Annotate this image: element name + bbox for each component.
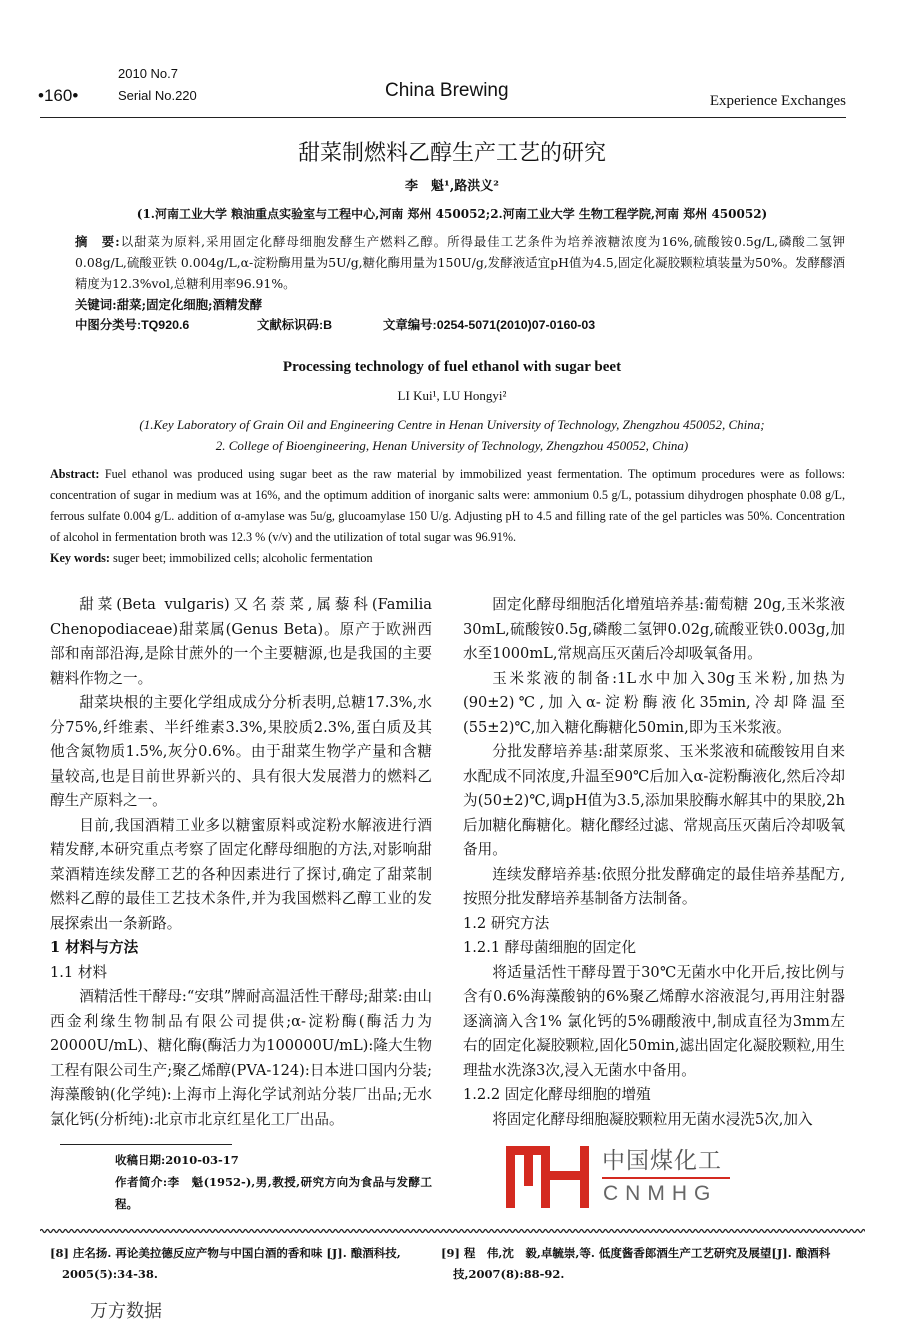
class-value: TQ920.6	[141, 318, 190, 332]
body	[50, 593, 845, 1323]
keywords-cn	[75, 294, 845, 315]
english-title: Processing technology of fuel ethanol with sugar beet	[282, 359, 622, 375]
paragraph: 将固定化酵母细胞凝胶颗粒用无菌水浸洗5次,加入	[492, 1110, 813, 1128]
doc-code-value: B	[323, 318, 333, 332]
class-label: 中图分类号:	[75, 318, 142, 332]
section-heading: 1 材料与方法	[50, 939, 139, 956]
wavy-divider	[40, 1227, 865, 1235]
watermark-logo	[506, 1146, 766, 1211]
affiliation-cn: (1.河南工业大学 粮油重点实验室与工程中心,河南 郑州 450052;2.河南工业大学 生物工程学院,河南 郑州 450052)	[136, 207, 768, 221]
doc-code-label: 文献标识码:	[257, 318, 324, 332]
paragraph: 分批发酵培养基:甜菜原浆、玉米浆液和硫酸铵用自来水配成不同浓度,升温至90℃后加入α-淀粉酶液化,然后冷却为(50±2)℃,调pH值为3.5,添加果胶酶水解其中的果胶,2h后加糖化酶糖化。糖化醪经过滤、常规高压灭菌后冷却吸氧备用。	[463, 743, 845, 858]
article-no-label: 文章编号:	[383, 318, 437, 332]
keywords-cn-label: 关键词:	[75, 297, 117, 312]
watermark-en: CNMHG	[603, 1182, 718, 1205]
article-no-value: 0254-5071(2010)07-0160-03	[436, 318, 596, 332]
authors-en: LI Kui¹, LU Hongyi²	[397, 388, 507, 403]
class-number	[75, 315, 257, 336]
abstract-section	[0, 0, 904, 569]
page-title: 甜菜制燃料乙醇生产工艺的研究	[297, 140, 606, 165]
journal-name: China Brewing	[385, 80, 509, 101]
abstract-cn-text: 以甜菜为原料,采用固定化酵母细胞发酵生产燃料乙醇。所得最佳工艺条件为培养液糖浓度为16%,硫酸铵0.5g/L,磷酸二氢钾 0.08g/L,硫酸亚铁 0.004g/L,α-淀粉酶用量为5U/g,糖化酶用量为150U/g,发酵液适宜pH值为4.5,固定化凝胶颗粒填装量为50%。发酵醪酒精度为12.3%vol,总糖利用率96.91%。	[75, 234, 845, 291]
paragraph: 连续发酵培养基:依照分批发酵确定的最佳培养基配方,按照分批发酵培养基制备方法制备。	[463, 865, 845, 907]
subsubsection-heading: 1.2.1 酵母菌细胞的固定化	[463, 939, 637, 956]
paragraph: 玉米浆液的制备:1L水中加入30g玉米粉,加热为(90±2)℃,加入α-淀粉酶液化35min,冷却降温至(55±2)℃,加入糖化酶糖化50min,即为玉米浆液。	[463, 669, 845, 736]
paragraph: 甜菜块根的主要化学组成成分分析表明,总糖17.3%,水分75%,纤维素、半纤维素3.3%,果胶质2.3%,蛋白质及其他含氮物质1.5%,灰分0.6%。由于甜菜生物学产量和含糖量较高,也是目前世界新兴的、具有很大发展潜力的燃料乙醇生产原料之一。	[50, 694, 432, 809]
right-column	[463, 593, 845, 1211]
keywords-en-label: Key words:	[50, 551, 110, 565]
paragraph: 将适量活性干酵母置于30℃无菌水中化开后,按比例与含有0.6%海藻酸钠的6%聚乙烯醇水溶液混匀,再用注射器逐滴滴入含1% 氯化钙的5%硼酸液中,制成直径为3mm左右的固定化凝胶颗粒,固化50min,滤出固定化凝胶颗粒,用生理盐水洗涤3次,浸入无菌水中备用。	[463, 963, 845, 1079]
paragraph: 酒精活性干酵母:“安琪”牌耐高温活性干酵母;甜菜:由山西金利缘生物制品有限公司提供;α-淀粉酶(酶活力为20000U/mL)、糖化酶(酶活力为100000U/mL):隆大生物工程有限公司生产;聚乙烯醇(PVA-124):日本进口国内分装;海藻酸钠(化学纯):上海市上海化学试剂站分装厂出品;无水氯化钙(分析纯):北京市北京红星化工厂出品。	[50, 988, 432, 1128]
reference-8: [8] 庄名扬. 再论美拉德反应产物与中国白酒的香和味 [J]. 酿酒科技, 2005(5):34-38.	[50, 1246, 401, 1281]
class-row	[75, 315, 845, 336]
source-mark: 万方数据	[90, 1301, 162, 1321]
affiliation-en-1: (1.Key Laboratory of Grain Oil and Engineering Centre in Henan University of Technology, Zhengzhou 450052, China;	[139, 417, 765, 432]
abstract-en	[50, 464, 845, 569]
author-bio: 作者简介:李 魁(1952-),男,教授,研究方向为食品与发酵工程。	[115, 1175, 432, 1211]
page-number: •160•	[38, 86, 79, 105]
affiliation-en-2: 2. College of Bioengineering, Henan University of Technology, Zhengzhou 450052, China)	[215, 438, 689, 453]
abstract-en-label: Abstract:	[50, 467, 100, 481]
abstract-cn-label: 摘 要:	[75, 234, 120, 249]
serial-label: Serial No.220	[118, 88, 197, 103]
watermark-divider	[602, 1177, 730, 1179]
paragraph: 甜菜(Beta vulgaris)又名萘菜,属藜科(Familia Chenopodiaceae)甜菜属(Genus Beta)。原产于欧洲西部和南部沿海,是除甘蔗外的一个主要糖源,也是我国的主要糖料作物之一。	[50, 596, 432, 687]
abstract-cn	[75, 231, 845, 294]
subsection-heading: 1.2 研究方法	[463, 914, 550, 932]
paragraph: 目前,我国酒精工业多以糖蜜原料或淀粉水解液进行酒精发酵,本研究重点考察了固定化酵母细胞的方法,对影响甜菜酒精连续发酵工艺的各种因素进行了探讨,确定了甜菜制燃料乙醇的最佳工艺技术条件,并为我国燃料乙醇工业的发展探索出一条新路。	[50, 816, 432, 932]
subsubsection-heading: 1.2.2 固定化酵母细胞的增殖	[463, 1086, 651, 1103]
keywords-cn-text: 甜菜;固定化细胞;酒精发酵	[116, 297, 263, 312]
footnote-rule	[60, 1144, 232, 1145]
received-date: 收稿日期:2010-03-17	[115, 1153, 239, 1167]
paragraph: 固定化酵母细胞活化增殖培养基:葡萄糖 20g,玉米浆液30mL,硫酸铵0.5g,磷酸二氢钾0.02g,硫酸亚铁0.003g,加水至1000mL,常规高压灭菌后冷却吸氧备用。	[463, 596, 845, 662]
left-column	[50, 593, 432, 1215]
subsection-heading: 1.1 材料	[50, 963, 108, 981]
article-number	[383, 315, 595, 336]
abstract-en-text: Fuel ethanol was produced using sugar beet as the raw material by immobilized yeast fermentation. The optimum procedures were as follows: concentration of sugar in medium was at 16%, and the optimum addition of inorganic salts were: ammonium 0.5 g/L, potassium dihydrogen phosphate 0.08 g/L, ferrous sulfate 0.004 g/L. addition of α-amylase was 5u/g, glucoamylase 150 U/g. Adjusting pH to 4.5 and filling rate of the gel particles was 50%. Concentration of alcohol in fermentation broth was 12.3 % (v/v) and the utilization of total sugar was 96.91%.	[50, 467, 845, 544]
authors-cn: 李 魁¹,路洪义²	[405, 179, 499, 194]
keywords-en-text: suger beet; immobilized cells; alcoholic fermentation	[109, 551, 373, 565]
issue-label: 2010 No.7	[118, 66, 178, 81]
mh-logo-icon	[506, 1146, 601, 1211]
references	[50, 1243, 845, 1285]
reference-9: [9] 程 伟,沈 毅,卓毓崇,等. 低度酱香郎酒生产工艺研究及展望[J]. 酿酒科技,2007(8):88-92.	[441, 1246, 831, 1281]
section-name: Experience Exchanges	[709, 93, 846, 109]
doc-code	[257, 315, 383, 336]
watermark-cn: 中国煤化工	[602, 1147, 722, 1173]
